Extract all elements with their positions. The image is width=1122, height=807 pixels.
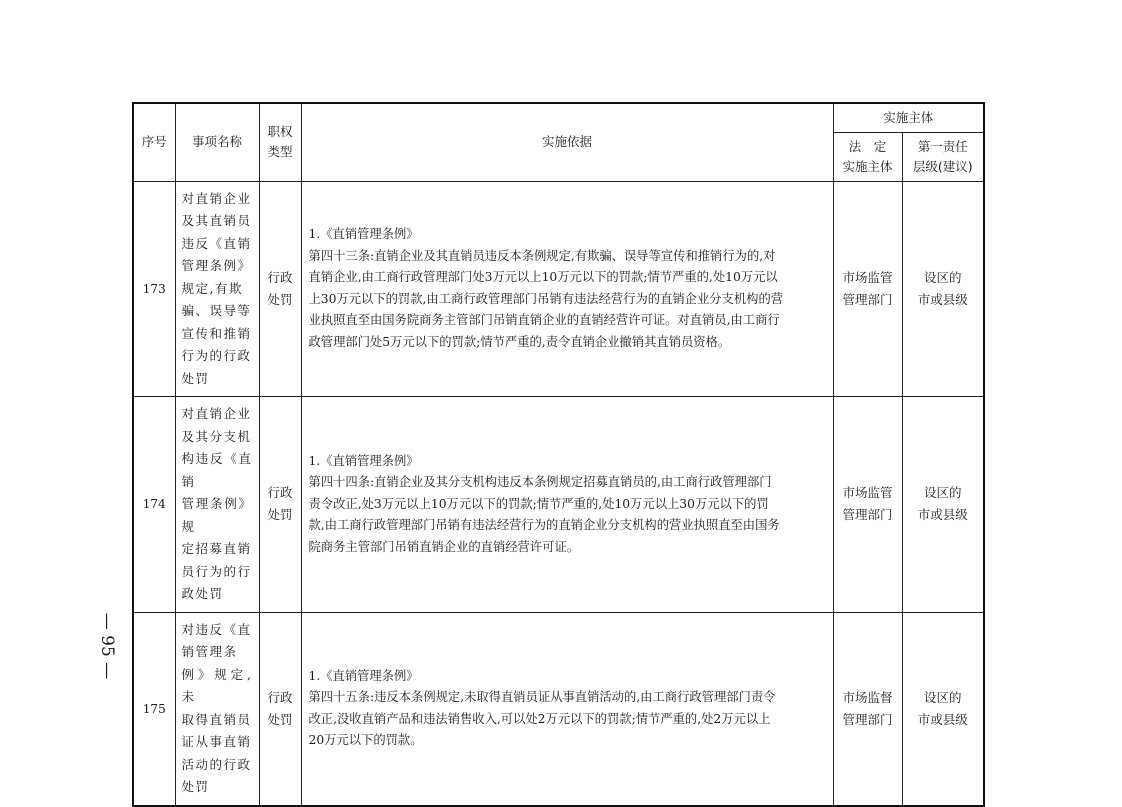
authority-type-line: 行政 xyxy=(267,485,293,501)
item-name-line: 政处罚 xyxy=(181,586,224,601)
legal-body-line: 管理部门 xyxy=(842,291,893,307)
authority-type-line: 行政 xyxy=(267,269,293,285)
legal-body-line: 市场监督 xyxy=(842,689,893,705)
row-basis xyxy=(301,397,833,613)
row-legal-body xyxy=(833,397,902,613)
item-name-line: 管理条例》规 xyxy=(181,496,253,534)
item-name-line: 行为的行政 xyxy=(181,348,252,363)
basis-line: 政管理部门处5万元以下的罚款;情节严重的,责令直销企业撤销其直销员资格。 xyxy=(308,334,731,349)
item-name-line: 证从事直销 xyxy=(181,734,252,749)
header-basis: 实施依据 xyxy=(301,103,833,181)
row-seq: 173 xyxy=(133,181,175,397)
level-line: 设区的 xyxy=(924,269,962,285)
basis-line: 责令改正,处3万元以上10万元以下的罚款;情节严重的,处10万元以上30万元以下的罚 xyxy=(308,496,769,511)
basis-line: 1.《直销管理条例》 xyxy=(308,227,419,242)
basis-line: 改正,没收直销产品和违法销售收入,可以处2万元以下的罚款;情节严重的,处2万元以上 xyxy=(308,711,771,726)
table-row xyxy=(133,612,984,806)
level-line: 市或县级 xyxy=(917,291,968,307)
item-name-line: 活动的行政 xyxy=(181,756,252,772)
basis-line: 20万元以下的罚款。 xyxy=(308,733,423,747)
item-name-line: 构违反《直销 xyxy=(181,451,253,489)
header-legal-body xyxy=(833,132,902,181)
header-type-line: 职权 xyxy=(267,124,293,140)
header-seq: 序号 xyxy=(133,103,175,181)
row-responsibility-level xyxy=(902,181,984,397)
level-line: 市或县级 xyxy=(917,507,968,523)
item-name-line: 取得直销员 xyxy=(181,711,252,727)
row-item-name xyxy=(175,397,259,613)
basis-line: 业执照直至由国务院商务主管部门吊销直销企业的直销经营许可证。对直销员,由工商行 xyxy=(308,313,780,328)
header-legal-body-line: 法 定 xyxy=(848,138,887,154)
header-legal-body-line: 实施主体 xyxy=(842,158,893,174)
header-authority-type xyxy=(259,103,301,181)
legal-body-line: 管理部门 xyxy=(842,711,893,727)
item-name-line: 骗、误导等 xyxy=(181,303,252,318)
legal-body-line: 管理部门 xyxy=(842,507,893,523)
header-responsibility-level xyxy=(902,132,984,181)
legal-body-line: 市场监管 xyxy=(842,485,893,501)
row-authority-type xyxy=(259,181,301,397)
level-line: 设区的 xyxy=(924,485,962,501)
item-name-line: 例》规定,未 xyxy=(181,666,253,704)
item-name-line: 对直销企业 xyxy=(181,406,252,421)
basis-line: 第四十三条:直销企业及其直销员违反本条例规定,有欺骗、误导等宣传和推销行为的,对 xyxy=(308,248,776,263)
row-basis xyxy=(301,181,833,397)
header-body-group: 实施主体 xyxy=(833,103,984,132)
basis-line: 院商务主管部门吊销直销企业的直销经营许可证。 xyxy=(308,539,580,554)
item-name-line: 宣传和推销 xyxy=(181,325,252,341)
row-basis xyxy=(301,612,833,806)
item-name-line: 管理条例》 xyxy=(181,258,252,273)
enforcement-table xyxy=(132,102,985,807)
item-name-line: 对违反《直 xyxy=(181,621,252,637)
basis-line: 1.《直销管理条例》 xyxy=(308,668,419,683)
item-name-line: 及其分支机 xyxy=(181,428,252,444)
basis-line: 第四十五条:违反本条例规定,未取得直销员证从事直销活动的,由工商行政管理部门责令 xyxy=(308,690,776,704)
item-name-line: 及其直销员 xyxy=(181,213,252,228)
basis-line: 款,由工商行政管理部门吊销有违法经营行为的直销企业分支机构的营业执照直至由国务 xyxy=(308,518,780,532)
item-name-line: 处罚 xyxy=(181,370,210,386)
level-line: 设区的 xyxy=(924,689,962,705)
row-legal-body xyxy=(833,181,902,397)
row-seq: 174 xyxy=(133,397,175,613)
row-responsibility-level xyxy=(902,612,984,806)
item-name-line: 对直销企业 xyxy=(181,190,252,206)
table-header xyxy=(133,103,984,181)
row-seq: 175 xyxy=(133,612,175,806)
table-row xyxy=(133,397,984,613)
item-name-line: 员行为的行 xyxy=(181,563,252,579)
table-row xyxy=(133,181,984,397)
page-number: — 95 — xyxy=(97,612,117,680)
authority-type-line: 行政 xyxy=(267,689,293,705)
basis-line: 上30万元以下的罚款,由工商行政管理部门吊销有违法经营行为的直销企业分支机构的营 xyxy=(308,291,784,306)
level-line: 市或县级 xyxy=(917,711,968,727)
row-responsibility-level xyxy=(902,397,984,613)
authority-type-line: 处罚 xyxy=(267,291,293,307)
row-authority-type xyxy=(259,397,301,613)
item-name-line: 定招募直销 xyxy=(181,541,252,556)
row-legal-body xyxy=(833,612,902,806)
item-name-line: 违反《直销 xyxy=(181,235,252,251)
item-name-line: 规定,有欺 xyxy=(181,280,243,296)
table-body xyxy=(133,181,984,806)
header-type-line: 类型 xyxy=(267,144,293,160)
header-level-line: 层级(建议) xyxy=(912,158,973,174)
authority-type-line: 处罚 xyxy=(267,507,293,523)
header-level-line: 第一责任 xyxy=(917,138,968,154)
basis-line: 1.《直销管理条例》 xyxy=(308,453,419,468)
header-item-name: 事项名称 xyxy=(175,103,259,181)
row-authority-type xyxy=(259,612,301,806)
basis-line: 第四十四条:直销企业及其分支机构违反本条例规定招募直销员的,由工商行政管理部门 xyxy=(308,475,772,489)
item-name-line: 销管理条 xyxy=(181,644,238,659)
item-name-line: 处罚 xyxy=(181,779,210,794)
row-item-name xyxy=(175,181,259,397)
basis-line: 直销企业,由工商行政管理部门处3万元以上10万元以下的罚款;情节严重的,处10万元以 xyxy=(308,270,778,285)
row-item-name xyxy=(175,612,259,806)
legal-body-line: 市场监管 xyxy=(842,269,893,285)
authority-type-line: 处罚 xyxy=(267,711,293,727)
